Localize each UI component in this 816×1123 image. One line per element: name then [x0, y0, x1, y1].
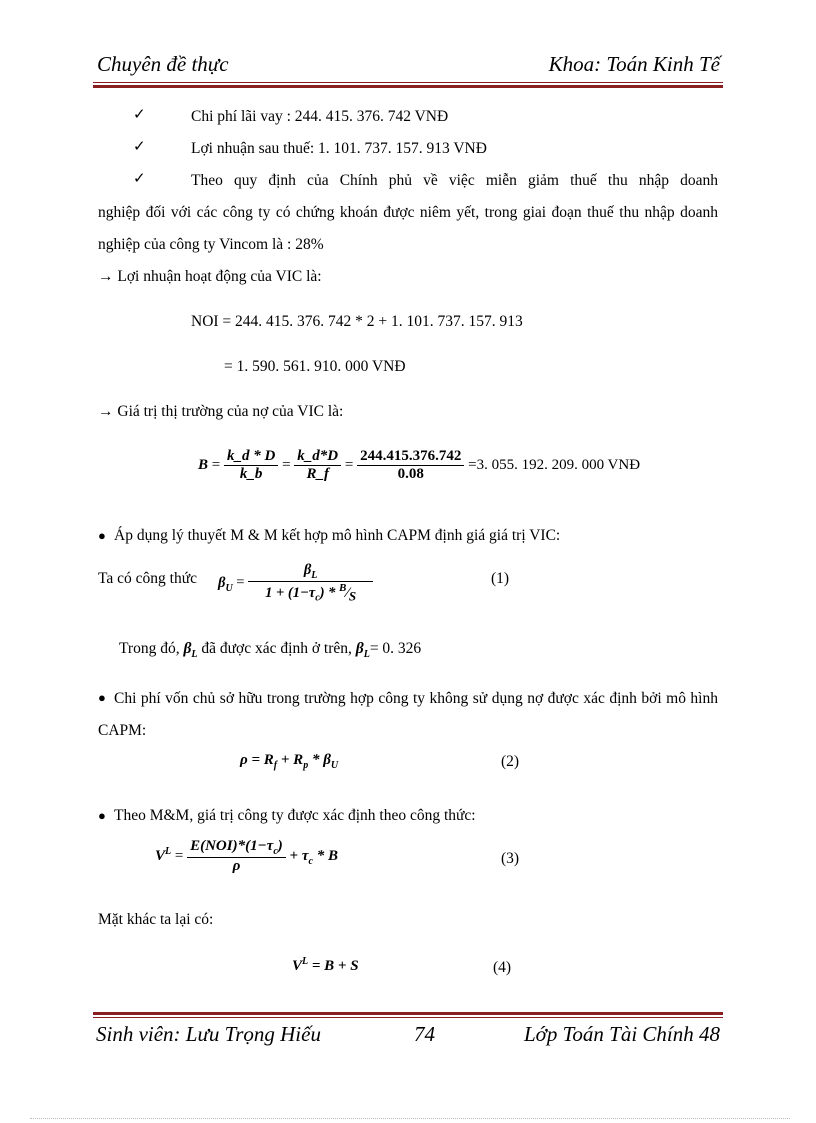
beta-u-symbol: $\beta_U$ [218, 574, 233, 594]
eq-result: 3. 055. 192. 209. 000 VNĐ [476, 456, 641, 473]
beta-l-symbol: $\beta_L$ [183, 640, 198, 661]
footer-student: Sinh viên: Lưu Trọng Hiếu [96, 1022, 321, 1046]
where-c: = 0. 326 [369, 640, 422, 657]
where-a: Trong đó, [119, 640, 180, 657]
equation-beta-unlevered: $\beta_U$ = $\frac{\beta_L}{1 + (1-\tau_c) * ^B⁄_S}$ [218, 562, 373, 605]
footer-rule-thick [93, 1012, 723, 1015]
header-rule-thick [93, 85, 723, 88]
page-number: 74 [414, 1022, 435, 1046]
frac-den: k_b [239, 466, 263, 482]
frac-num: $\beta_L$ [248, 562, 373, 582]
other-lead: Mặt khác ta lại có: [98, 911, 214, 928]
check-icon: ✓ [133, 139, 146, 155]
where-text [119, 640, 421, 664]
noi-equation: NOI = 244. 415. 376. 742 * 2 + 1. 101. 737. 157. 913 [191, 313, 523, 330]
where-b: đã được xác định ở trên, [201, 640, 352, 657]
frac-den: R_f [306, 466, 329, 482]
formula-lead: Ta có công thức [98, 570, 197, 587]
net-income: Lợi nhuận sau thuế: 1. 101. 737. 157. 913 VNĐ [191, 140, 487, 157]
interest-expense: Chi phí lãi vay : 244. 415. 376. 742 VNĐ [191, 108, 449, 125]
equation-debt-value: B = $\frac{k\_d * D}{k\_b}$ = $\frac{k\_d*D}{R\_f}$ = $\frac{244.415.376.742}{0.08}$ =3. 055. 192. 209. 000 VNĐ [198, 448, 641, 482]
eq2-tag: (2) [501, 753, 520, 770]
bullet-icon: ● [98, 528, 106, 543]
bullet-icon: ● [98, 808, 106, 823]
footer-class: Lớp Toán Tài Chính 48 [524, 1022, 720, 1046]
footer-rule-thin [93, 1017, 723, 1018]
mm-capm-heading: Áp dụng lý thuyết M & M kết hợp mô hình CAPM định giá giá trị VIC: [114, 527, 561, 544]
check-icon: ✓ [133, 107, 146, 123]
eq3-tag: (3) [501, 850, 520, 867]
equation-rho: $\rho = R_f + R_p * \beta_U$ [240, 752, 339, 771]
eq1-tag: (1) [491, 570, 510, 587]
frac-den: $1 + (1-\tau_c)$ * $^B⁄_S$ [265, 581, 357, 604]
header-left: Chuyên đề thực [97, 52, 229, 76]
eq4-tag: (4) [493, 959, 512, 976]
equation-value-sum: $V^L = B + S$ [292, 956, 359, 974]
equity-cost-text: Chi phí vốn chủ sở hữu trong trường hợp công ty không sử dụng nợ được xác định bởi mô hình CAPM: [98, 690, 718, 739]
beta-l-symbol: $\beta_L$ [355, 640, 370, 661]
fraction-numeric [357, 448, 464, 483]
page-edge-dots [30, 1118, 790, 1119]
fraction-beta [248, 562, 373, 605]
noi-lead: → Lợi nhuận hoạt động của VIC là: [98, 268, 322, 285]
fraction-kd-rf [294, 448, 341, 483]
equation-value-levered: $V^L$ = $\frac{E(NOI)*(1-\tau_c)}{\rho}$ + $\tau_c$ * B [155, 838, 338, 874]
fraction-kd-kb [224, 448, 278, 483]
tax-rule-continuation: nghiệp đối với các công ty có chứng khoán được niêm yết, trong giai đoạn thuế thu nhập doanh nghiệp của công ty Vincom là : 28% [98, 204, 718, 253]
header-rule-thin [93, 82, 723, 83]
fraction-noi: $\frac{E(NOI)*(1-\tau_c)}{\rho}$ [187, 838, 286, 875]
frac-num: k_d*D [294, 448, 341, 466]
check-icon: ✓ [133, 171, 146, 187]
eq-lhs: B [198, 456, 209, 473]
debt-lead: → Giá trị thị trường của nợ của VIC là: [98, 403, 344, 420]
frac-num: 244.415.376.742 [357, 448, 464, 466]
frac-den: 0.08 [397, 466, 424, 482]
bullet-icon: ● [98, 690, 106, 705]
header-right: Khoa: Toán Kinh Tế [548, 52, 720, 76]
frac-num: k_d * D [224, 448, 278, 466]
tax-rule-line: Theo quy định của Chính phủ về việc miễn giảm thuế thu nhập doanh [191, 172, 718, 189]
noi-result: = 1. 590. 561. 910. 000 VNĐ [224, 358, 406, 375]
mm-value-heading: Theo M&M, giá trị công ty được xác định theo công thức: [114, 807, 476, 824]
